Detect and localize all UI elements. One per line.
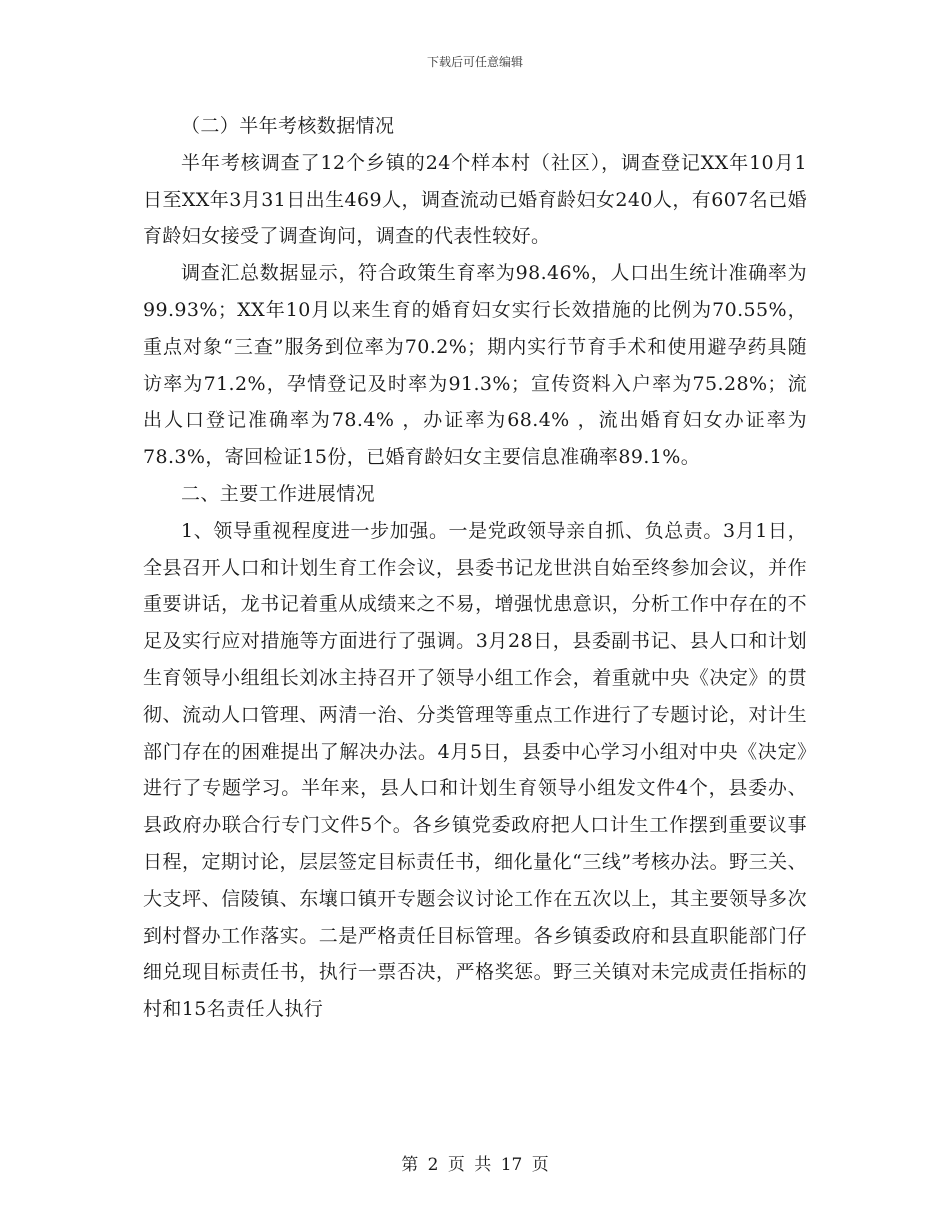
section-heading: （二）半年考核数据情况 — [181, 115, 395, 137]
body-paragraph: 调查汇总数据显示，符合政策生育率为98.46%，人口出生统计准确率为99.93%；XX年10月以来生育的婚育妇女实行长效措施的比例为70.55%，重点对象“三查”服务到位率为70.2%；期内实行节育手术和使用避孕药具随访率为71.2%，孕情登记及时率为91.3%；宣传资料入户率为75.28%；流出人口登记准确率为78.4% ，办证率为68.4% ，流出婚育妇女办证率为78.3%，寄回检证15份，已婚育龄妇女主要信息准确率89.1%。 — [143, 262, 807, 469]
document-body — [143, 108, 807, 1028]
section-heading: 二、主要工作进展情况 — [181, 482, 376, 505]
page-number: 第 2 页 共 17 页 — [401, 1155, 549, 1175]
page-header-note: 下载后可任意编辑 — [426, 55, 523, 69]
body-paragraph: 1、领导重视程度进一步加强。一是党政领导亲自抓、负总责。3月1日，全县召开人口和计划生育工作会议，县委书记龙世洪自始至终参加会议，并作重要讲话，龙书记着重从成绩来之不易，增强忧患意识，分析工作中存在的不足及实行应对措施等方面进行了强调。3月28日，县委副书记、县人口和计划生育领导小组组长刘冰主持召开了领导小组工作会，着重就中央《决定》的贯彻、流动人口管理、两清一治、分类管理等重点工作进行了专题讨论，对计生部门存在的困难提出了解决办法。4月5日，县委中心学习小组对中央《决定》进行了专题学习。半年来，县人口和计划生育领导小组发文件4个，县委办、县政府办联合行专门文件5个。各乡镇党委政府把人口计生工作摆到重要议事日程，定期讨论，层层签定目标责任书，细化量化“三线”考核办法。野三关、大支坪、信陵镇、东壤口镇开专题会议讨论工作在五次以上，其主要领导多次到村督办工作落实。二是严格责任目标管理。各乡镇委政府和县直职能部门仔细兑现目标责任书，执行一票否决，严格奖惩。野三关镇对未完成责任指标的村和15名责任人执行 — [143, 519, 807, 1021]
body-paragraph: 半年考核调查了12个乡镇的24个样本村（社区），调查登记XX年10月1日至XX年3月31日出生469人，调查流动已婚育龄妇女240人，有607名已婚育龄妇女接受了调查询问，调查的代表性较好。 — [143, 151, 807, 248]
